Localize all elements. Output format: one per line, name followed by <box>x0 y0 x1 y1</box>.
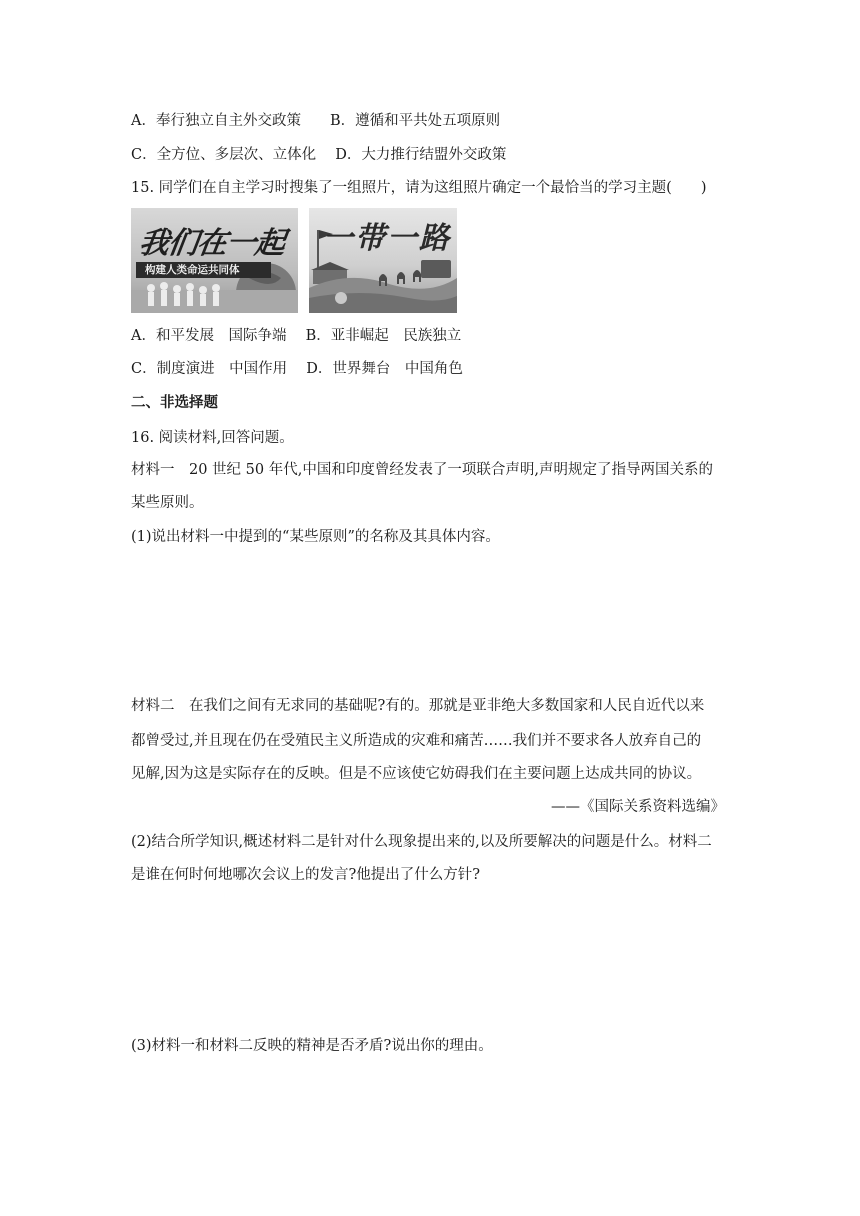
material1-line2: 某些原则。 <box>131 495 204 511</box>
photo-together-title: 我们在一起 <box>136 226 287 261</box>
material2-source: ——《国际关系资料选编》 <box>551 799 725 815</box>
q16-stem: 16. 阅读材料,回答问题。 <box>131 430 294 446</box>
photo-belt-road-title: 一带一路 <box>323 221 451 256</box>
sub-question-2-line1: (2)结合所学知识,概述材料二是针对什么现象提出来的,以及所要解决的问题是什么。材料二 <box>131 834 712 850</box>
photo-belt-road <box>309 208 457 313</box>
q14-option-c-d: C．全方位、多层次、立体化 D．大力推行结盟外交政策 <box>131 147 507 163</box>
sub-question-1: (1)说出材料一中提到的“某些原则”的名称及其具体内容。 <box>131 529 500 545</box>
material2-line1: 材料二 在我们之间有无求同的基础呢?有的。那就是亚非绝大多数国家和人民自近代以来 <box>131 698 705 714</box>
material1-line1: 材料一 20 世纪 50 年代,中国和印度曾经发表了一项联合声明,声明规定了指导两国关系的 <box>131 462 713 478</box>
q15-option-a-b: A．和平发展 国际争端 B．亚非崛起 民族独立 <box>131 328 462 344</box>
q15-stem: 15. 同学们在自主学习时搜集了一组照片，请为这组照片确定一个最恰当的学习主题( ) <box>131 180 707 196</box>
photo-together-subtitle: 构建人类命运共同体 <box>145 264 240 276</box>
photo-together <box>131 208 298 313</box>
section-heading: 二、非选择题 <box>131 394 218 411</box>
sub-question-2-line2: 是谁在何时何地哪次会议上的发言?他提出了什么方针? <box>131 867 481 883</box>
material2-line3: 见解,因为这是实际存在的反映。但是不应该使它妨碍我们在主要问题上达成共同的协议。 <box>131 766 702 782</box>
q15-option-c-d: C．制度演进 中国作用 D．世界舞台 中国角色 <box>131 361 463 377</box>
sub-question-3: (3)材料一和材料二反映的精神是否矛盾?说出你的理由。 <box>131 1038 493 1054</box>
material2-line2: 都曾受过,并且现在仍在受殖民主义所造成的灾难和痛苦……我们并不要求各人放弃自己的 <box>131 733 702 749</box>
q14-option-a-b: A．奉行独立自主外交政策 B．遵循和平共处五项原则 <box>131 113 501 129</box>
